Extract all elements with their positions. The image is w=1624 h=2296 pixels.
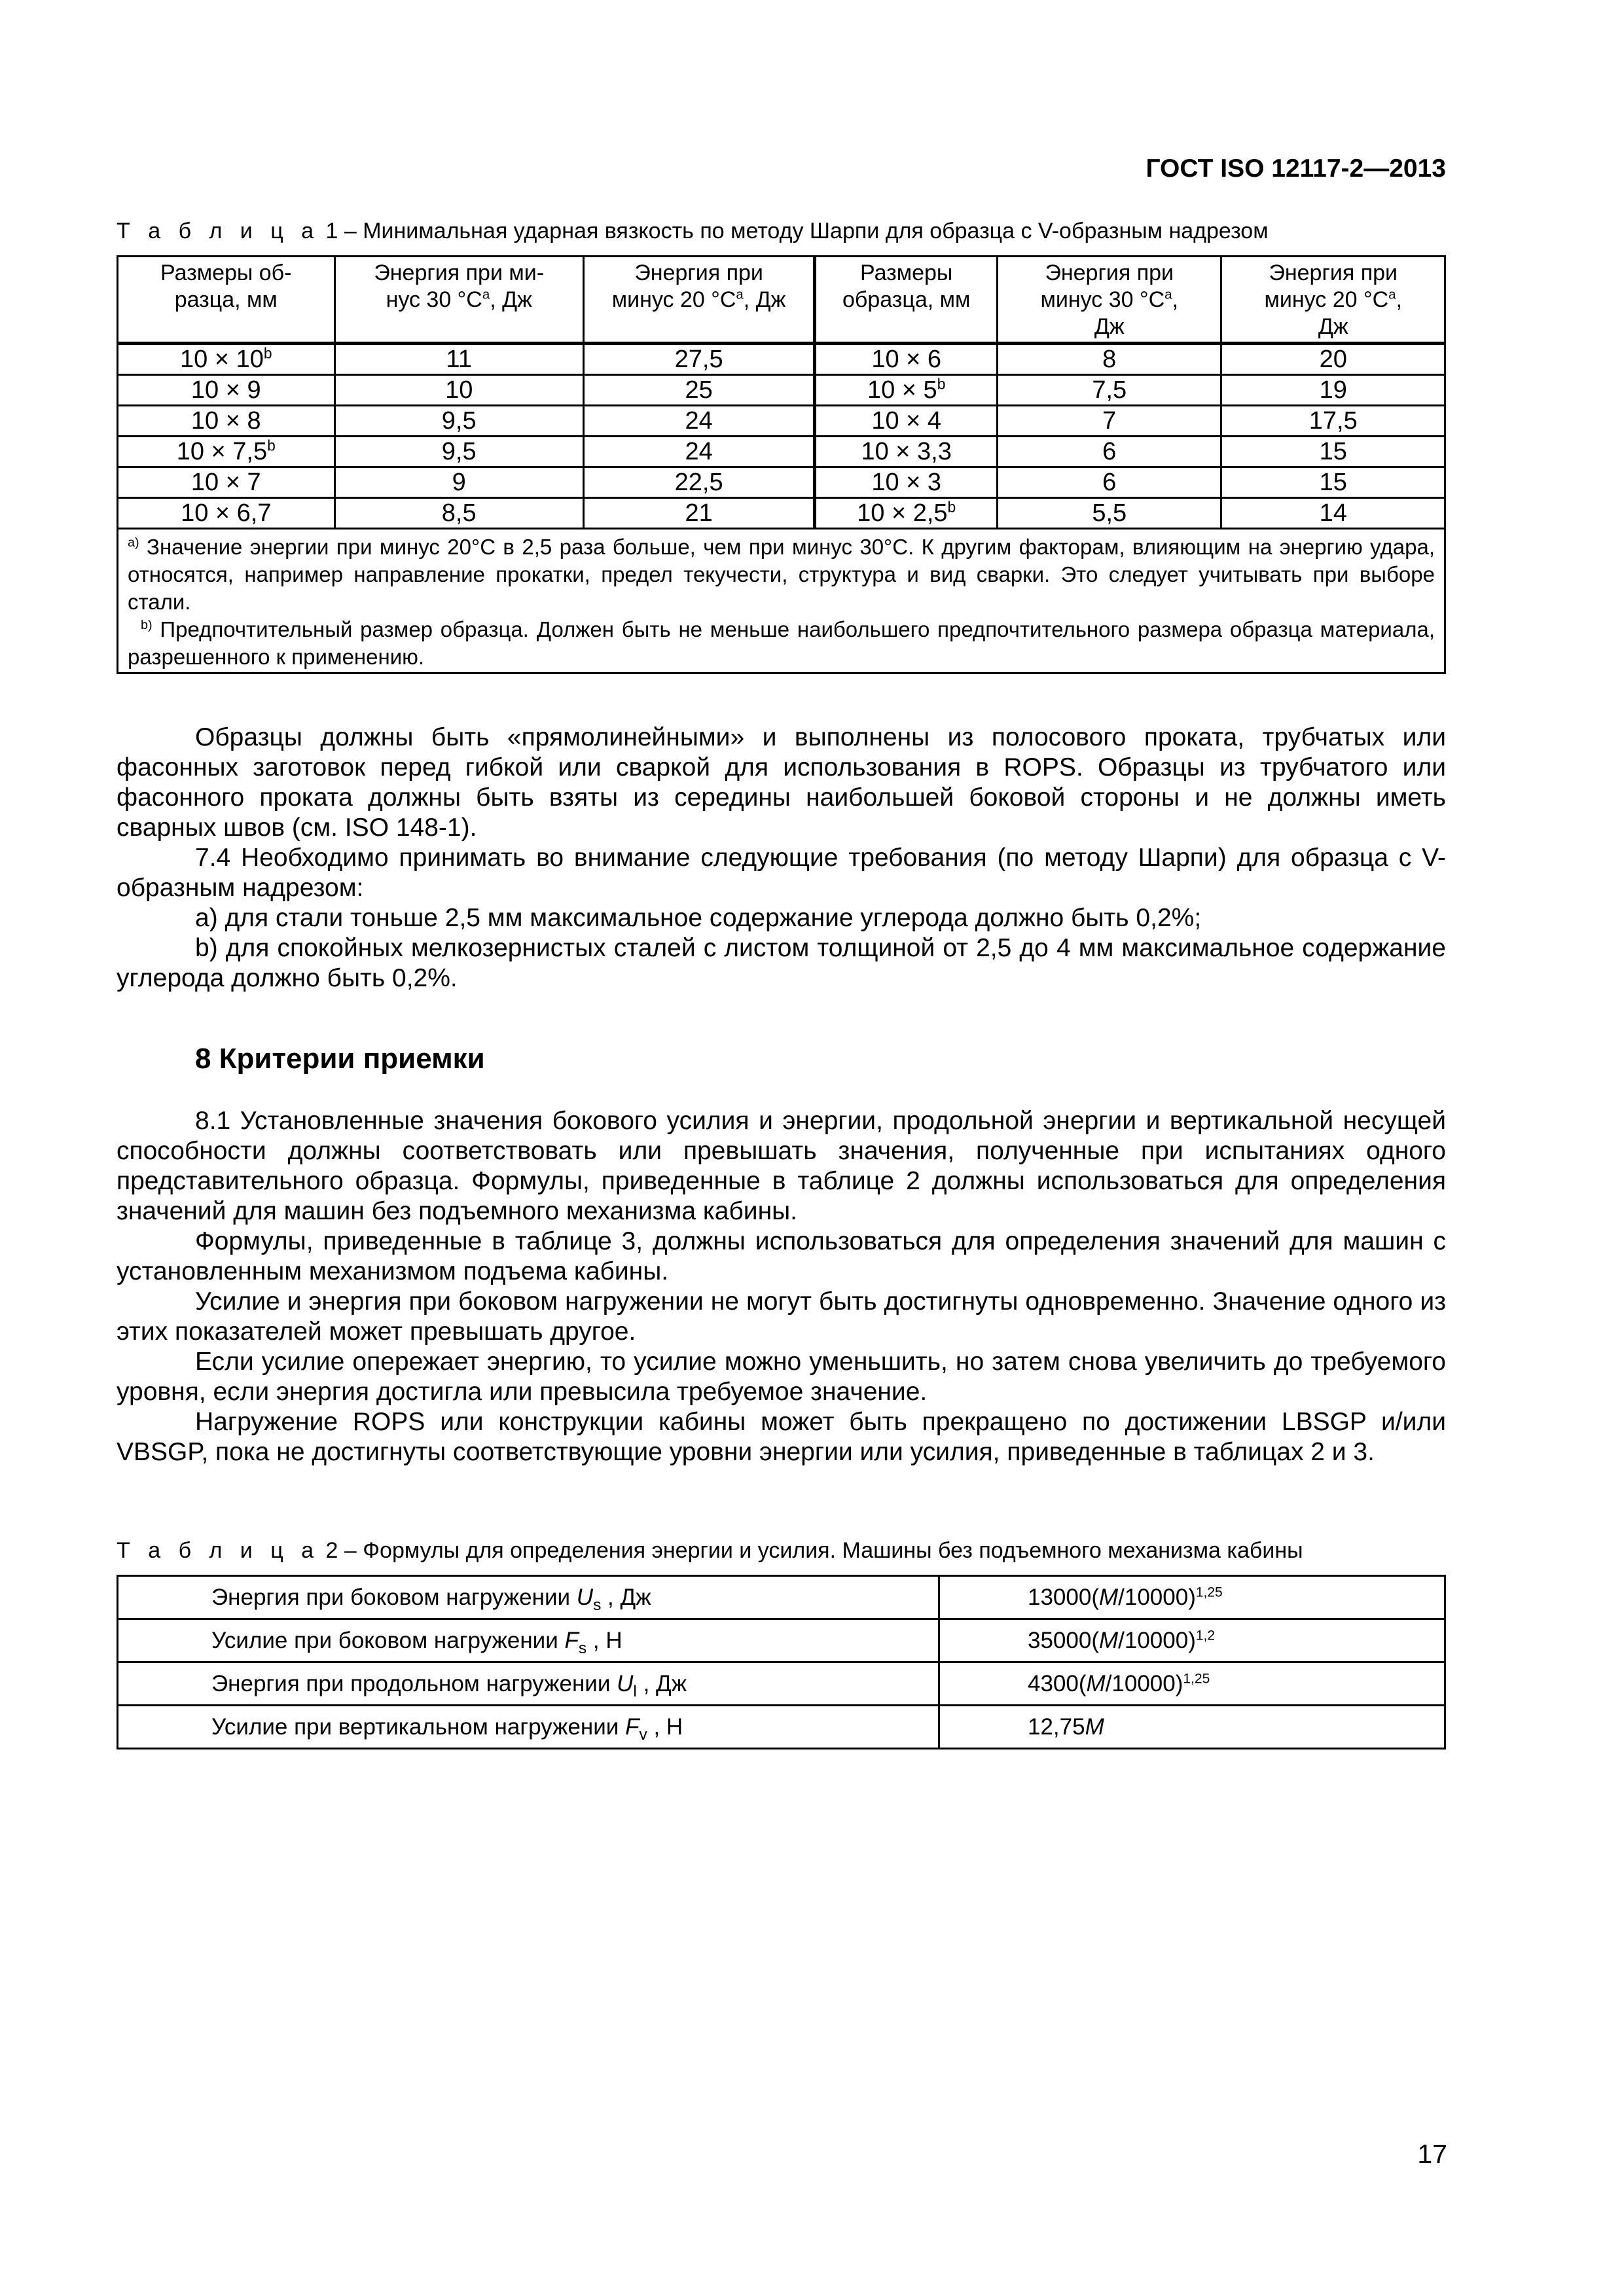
cell-energy: 10 (334, 375, 583, 406)
cell-energy: 25 (583, 375, 814, 406)
cell-energy: 17,5 (1221, 406, 1445, 437)
table-header-row (118, 257, 1445, 344)
cell-energy: 19 (1221, 375, 1445, 406)
header-cell-size: Размеры образца, мм (815, 257, 998, 344)
cell-energy: 24 (583, 406, 814, 437)
table1-caption-label: Т а б л и ц а (117, 219, 320, 243)
cell-size: 10 × 2,5$^b$ (815, 498, 998, 529)
cell-energy: 22,5 (583, 467, 814, 498)
cell-energy: 9,5 (334, 437, 583, 467)
cell-energy: 11 (334, 344, 583, 375)
table-row (118, 1706, 1445, 1749)
header-cell-size: Размеры об- разца, мм (118, 257, 335, 344)
table1-caption (117, 219, 1269, 244)
document-code: ГОСТ ISO 12117-2—2013 (1146, 154, 1446, 183)
formula-table (117, 1575, 1446, 1749)
formula-value: $35000(M/10000)^{1,2}$ (939, 1619, 1445, 1662)
formula-label: Усилие при боковом нагружении $F_s$ , Н (118, 1619, 939, 1662)
cell-energy: 7,5 (998, 375, 1221, 406)
paragraph: Образцы должны быть «прямолинейными» и выполнены из полосового проката, трубчатых или фасонных заготовок перед гибкой или сваркой для использования в ROPS. Образцы из трубчатого или фасонного проката должны быть взяты из середины наибольшей боковой стороны и не должны иметь сварных швов (см. ISO 148-1). (117, 723, 1446, 842)
formula-value: $13000(M/10000)^{1,25}$ (939, 1576, 1445, 1619)
cell-energy: 9 (334, 467, 583, 498)
charpy-table (117, 255, 1446, 674)
formula-label: Энергия при продольном нагружении $U_l$ , Дж (118, 1662, 939, 1706)
cell-size: 10 × 6,7 (118, 498, 335, 529)
paragraph-8-1: 8.1 Установленные значения бокового усилия и энергии, продольной энергии и вертикальной несущей способности должны соответствовать или превышать значения, полученные при испытаниях одного представительного образца. Формулы, приведенные в таблице 2 должны использоваться для определения значений для машин без подъемного механизма кабины. (117, 1107, 1446, 1225)
cell-energy: 9,5 (334, 406, 583, 437)
cell-energy: 15 (1221, 437, 1445, 467)
formula-value: 12,75M (939, 1706, 1445, 1749)
cell-size: 10 × 9 (118, 375, 335, 406)
paragraph: Формулы, приведенные в таблице 3, должны использоваться для определения значений для машин с установленным механизмом подъема кабины. (117, 1227, 1446, 1285)
table-row (118, 1662, 1445, 1706)
cell-energy: 14 (1221, 498, 1445, 529)
table-row (118, 1619, 1445, 1662)
table-row (118, 1576, 1445, 1619)
paragraph: Нагружение ROPS или конструкции кабины может быть прекращено по достижении LBSGP и/или VBSGP, пока не достигнуты соответствующие уровни энергии или усилия, приведенные в таблицах 2 и 3. (117, 1408, 1446, 1466)
table2-caption (117, 1538, 1303, 1564)
table-row (118, 498, 1445, 529)
footnote-b (128, 616, 1435, 671)
cell-energy: 6 (998, 467, 1221, 498)
table-row (118, 375, 1445, 406)
page-number: 17 (1417, 2139, 1447, 2169)
header-cell-energy-minus20: Энергия при минус 20 $^\circ C^a$, Дж (1221, 257, 1445, 344)
cell-size: $10 \times 5^b$ (815, 375, 998, 406)
cell-size: $10 \times 10^b$ (118, 344, 335, 375)
table2-caption-text: 2 – Формулы для определения энергии и усилия. Машины без подъемного механизма кабины (325, 1538, 1303, 1563)
cell-size: 10 × 7 (118, 467, 335, 498)
header-cell-energy-minus30: Энергия при минус 30 $^\circ C^a$, Дж (998, 257, 1221, 344)
formula-label: Усилие при вертикальном нагружении $F_v$ , Н (118, 1706, 939, 1749)
list-item-b: b) для спокойных мелкозернистых сталей с листом толщиной от 2,5 до 4 мм максимальное содержание углерода должно быть 0,2%. (117, 934, 1446, 992)
footnote-a-text: Значение энергии при минус 20°C в 2,5 раза больше, чем при минус 30°C. К другим факторам, влияющим на энергию удара, относятся, например направление прокатки, предел текучести, структура и вид сварки. Это следует учитывать при выборе стали. (128, 535, 1435, 614)
header-cell-energy-minus30: Энергия при ми- нус 30 $^\circ C^a$, Дж (334, 257, 583, 344)
cell-energy: 8,5 (334, 498, 583, 529)
footnote-a-mark: a) (128, 535, 139, 550)
cell-energy: 24 (583, 437, 814, 467)
cell-size: 10 × 7,5$^b$ (118, 437, 335, 467)
list-item-a: a) для стали тоньше 2,5 мм максимальное содержание углерода должно быть 0,2%; (195, 904, 1202, 932)
footnote-b-mark: b) (141, 618, 153, 632)
cell-energy: 7 (998, 406, 1221, 437)
cell-energy: 20 (1221, 344, 1445, 375)
header-cell-energy-minus20: Энергия при минус 20 $^\circ C^a$, Дж (583, 257, 814, 344)
paragraph-7-4: 7.4 Необходимо принимать во внимание следующие требования (по методу Шарпи) для образца с V-образным надрезом: (117, 844, 1446, 902)
paragraph: Усилие и энергия при боковом нагружении не могут быть достигнуты одновременно. Значение одного из этих показателей может превышать другое. (117, 1287, 1446, 1346)
cell-size: 10 × 3,3 (815, 437, 998, 467)
cell-size: 10 × 6 (815, 344, 998, 375)
table1-caption-text: 1 – Минимальная ударная вязкость по методу Шарпи для образца с V-образным надрезом (325, 219, 1269, 243)
table-row (118, 344, 1445, 375)
table2-caption-label: Т а б л и ц а (117, 1538, 320, 1563)
footnote-a (128, 533, 1435, 616)
formula-label: Энергия при боковом нагружении $U_s$ , Дж (118, 1576, 939, 1619)
table-footnotes (118, 529, 1445, 673)
cell-size: 10 × 8 (118, 406, 335, 437)
cell-size: 10 × 4 (815, 406, 998, 437)
formula-value: $4300(M/10000)^{1,25}$ (939, 1662, 1445, 1706)
table-row (118, 437, 1445, 467)
cell-energy: 5,5 (998, 498, 1221, 529)
footnote-b-text: Предпочтительный размер образца. Должен быть не меньше наибольшего предпочтительного размера образца материала, разрешенного к применению. (128, 617, 1435, 669)
cell-energy: 8 (998, 344, 1221, 375)
cell-energy: 15 (1221, 467, 1445, 498)
table-row (118, 467, 1445, 498)
cell-energy: 21 (583, 498, 814, 529)
cell-energy: 6 (998, 437, 1221, 467)
section-heading: 8 Критерии приемки (195, 1043, 485, 1075)
paragraph: Если усилие опережает энергию, то усилие можно уменьшить, но затем снова увеличить до требуемого уровня, если энергия достигла или превысила требуемое значение. (117, 1348, 1446, 1406)
cell-size: 10 × 3 (815, 467, 998, 498)
table-footnote-row (118, 529, 1445, 673)
table-row (118, 406, 1445, 437)
cell-energy: 27,5 (583, 344, 814, 375)
